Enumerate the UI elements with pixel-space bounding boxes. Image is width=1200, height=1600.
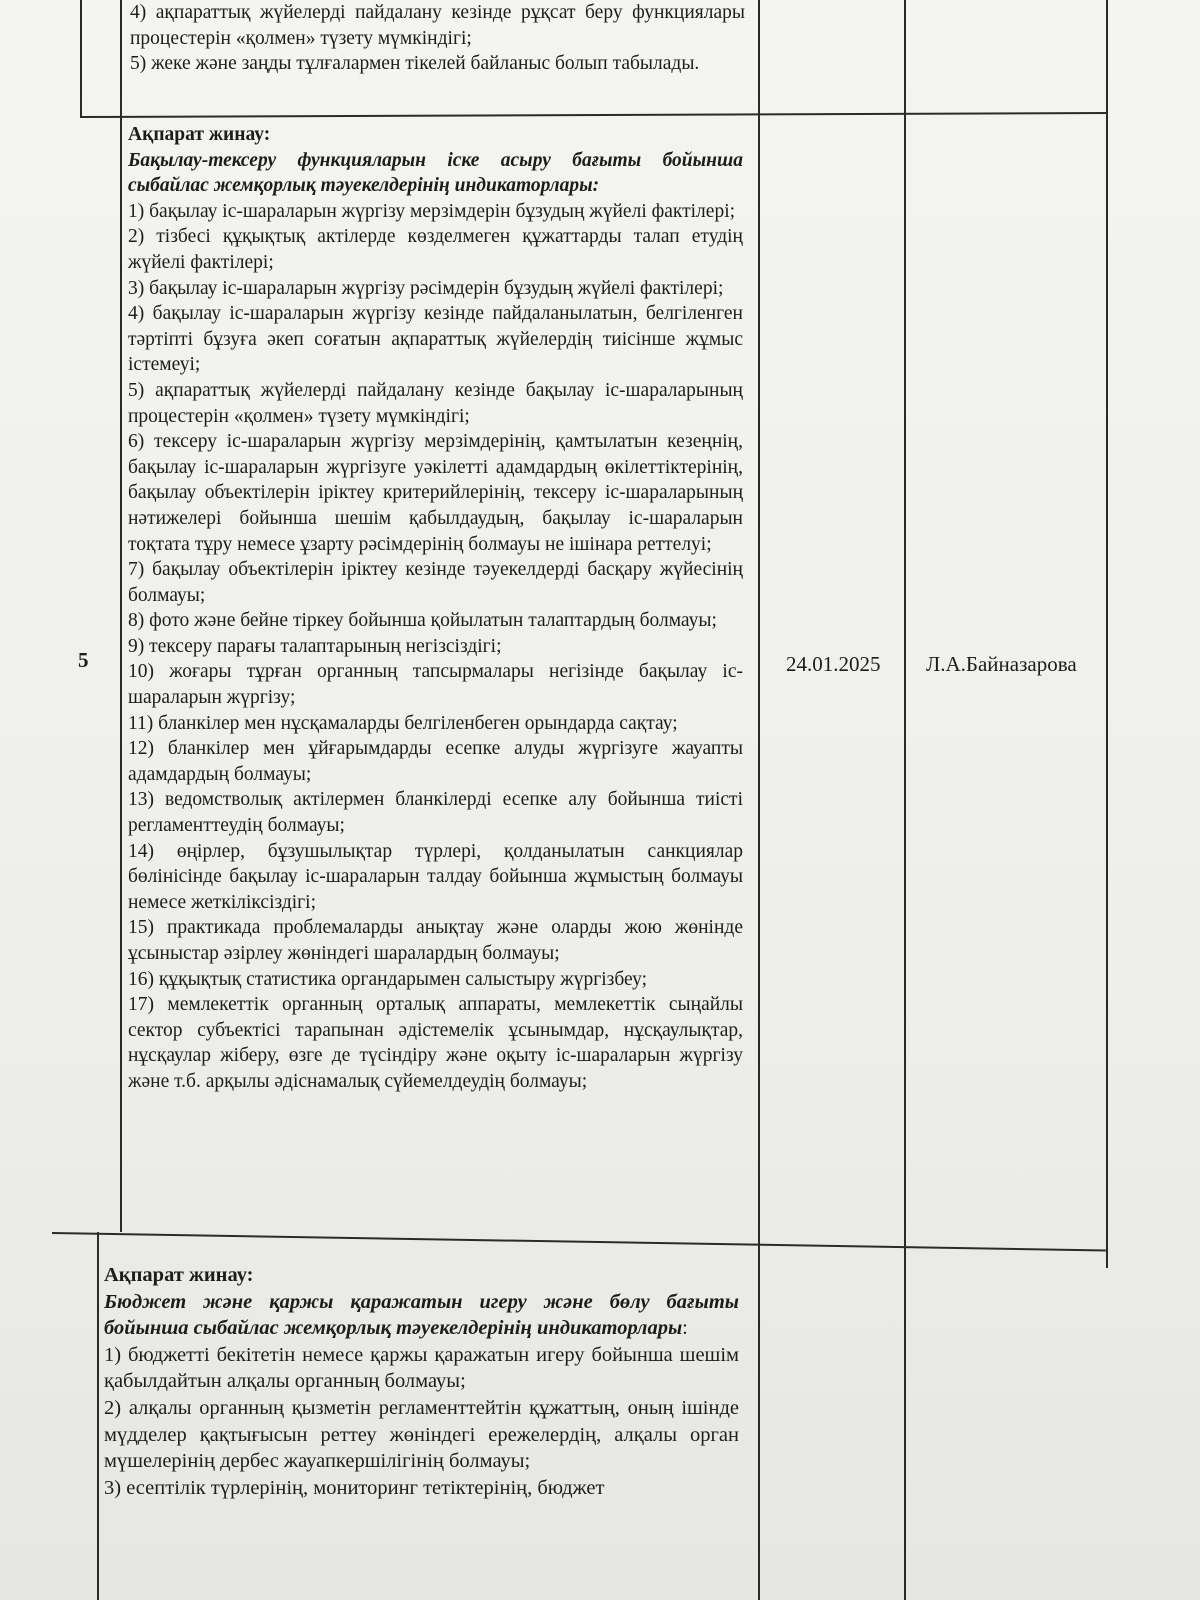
row2-item: 3) бақылау іс-шараларын жүргізу рәсімдерін бұзудың жүйелі фактілері; bbox=[128, 277, 724, 299]
row3-description bbox=[104, 1262, 739, 1501]
row2-item: 10) жоғары тұрған органның тапсырмалары негізінде бақылау іс-шараларын жүргізу; bbox=[128, 661, 743, 709]
row3-subheading-colon: : bbox=[682, 1317, 688, 1340]
row2-item: 7) бақылау объектілерін іріктеу кезінде тәуекелдерді басқару жүйесінің болмауы; bbox=[128, 559, 743, 606]
row2-item: 12) бланкілер мен ұйғарымдарды есепке алуды жүргізуге жауапты адамдардың болмауы; bbox=[128, 738, 743, 785]
row2-item: 15) практикада проблемаларды анықтау және оларды жою жөнінде ұсыныстар әзірлеу жөніндегі шаралардың болмауы; bbox=[128, 917, 743, 964]
row2-date: 24.01.2025 bbox=[786, 652, 881, 676]
row2-item: 5) ақпараттық жүйелерді пайдалану кезінде бақылау іс-шараларының процестерін «қолмен» түзету мүмкіндігі; bbox=[128, 379, 743, 427]
row3-subheading: Бюджет және қаржы қаражатын игеру және бөлу бағыты бойынша сыбайлас жемқорлық тәуекелдерінің индикаторлары bbox=[104, 1290, 739, 1340]
row1-description bbox=[130, 0, 745, 77]
row2-item: 8) фото және бейне тіркеу бойынша қойылатын талаптардың болмауы; bbox=[128, 610, 717, 632]
table-border-left bbox=[80, 0, 82, 118]
table-row-divider bbox=[52, 1232, 1106, 1251]
row3-item: 1) бюджетті бекітетін немесе қаржы қаражатын игеру бойынша шешім қабылдайтын алқалы органның болмауы; bbox=[104, 1343, 739, 1393]
row2-item: 2) тізбесі құқықтық актілерде көзделмеген құжаттарды талап етудің жүйелі фактілері; bbox=[128, 226, 743, 273]
row3-heading: Ақпарат жинау: bbox=[104, 1264, 254, 1286]
row1-item: 5) жеке және заңды тұлғалармен тікелей байланыс болып табылады. bbox=[130, 53, 700, 75]
table-column-divider-date bbox=[758, 0, 760, 1600]
row2-item: 4) бақылау іс-шараларын жүргізу кезінде пайдаланылатын, белгіленген тәртіпті бұзуға әкеп соғатын ақпараттық жүйелердің тиісінше жұмыс істемеуі; bbox=[128, 303, 743, 376]
table-row-divider bbox=[80, 112, 1108, 118]
table-column-divider-number bbox=[120, 0, 122, 1232]
table-column-divider-responsible bbox=[904, 0, 906, 1600]
row2-item: 14) өңірлер, бұзушылықтар түрлері, қолданылатын санкциялар бөлінісінде бақылау іс-шараларын талдау бойынша жұмыстың болмауы немесе жеткіліксіздігі; bbox=[128, 840, 743, 913]
row2-item: 11) бланкілер мен нұсқамаларды белгіленбеген орындарда сақтау; bbox=[128, 712, 678, 734]
row3-item: 3) есептілік түрлерінің, мониторинг тетіктерінің, бюджет bbox=[104, 1476, 605, 1499]
row-number: 5 bbox=[78, 648, 89, 672]
row2-item: 17) мемлекеттік органның орталық аппараты, мемлекеттік сыңайлы сектор субъектісі тарапынан әдістемелік ұсынымдар, нұсқаулықтар, нұсқаулар жіберу, өзге де түсіндіру және оқыту іс-шараларын жүргізу және т.б. арқылы әдіснамалық сүйемелдеудің болмауы; bbox=[128, 994, 743, 1092]
row2-description bbox=[128, 122, 743, 1095]
row2-item: 1) бақылау іс-шараларын жүргізу мерзімдерін бұзудың жүйелі фактілері; bbox=[128, 200, 736, 222]
row2-responsible: Л.А.Байназарова bbox=[926, 652, 1077, 676]
table-border-right bbox=[1106, 0, 1108, 1268]
row2-item: 9) тексеру парағы талаптарының негізсіздігі; bbox=[128, 635, 502, 657]
row1-item: 4) ақпараттық жүйелерді пайдалану кезінде рұқсат беру функциялары процестерін «қолмен» түзету мүмкіндігі; bbox=[130, 2, 745, 49]
row3-item: 2) алқалы органның қызметін регламенттейтін құжаттың, оның ішінде мүдделер қақтығысын реттеу жөніндегі ережелердің, алқалы орган мүшелерінің дербес жауапкершілігінің болмауы; bbox=[104, 1396, 739, 1473]
row2-subheading: Бақылау-тексеру функцияларын іске асыру бағыты бойынша сыбайлас жемқорлық тәуекелдерінің индикаторлары: bbox=[128, 149, 743, 197]
row2-item: 13) ведомстволық актілермен бланкілерді есепке алу бойынша тиісті регламенттеудің болмауы; bbox=[128, 789, 743, 837]
row2-heading: Ақпарат жинау: bbox=[128, 124, 271, 145]
table-column-divider-number bbox=[97, 1232, 99, 1600]
row2-item: 6) тексеру іс-шараларын жүргізу мерзімдерінің, қамтылатын кезеңнің, бақылау іс-шараларын жүргізуге уәкілетті адамдардың өкілеттіктерінің, бақылау объектілерін іріктеу критерийлерінің, тексеру іс-шараларының нәтижелері бойынша шешім қабылдаудың, бақылау іс-шараларын тоқтата тұру немесе ұзарту рәсімдерінің болмауы не ішінара реттелуі; bbox=[128, 431, 743, 555]
row2-item: 16) құқықтық статистика органдарымен салыстыру жүргізбеу; bbox=[128, 968, 648, 990]
